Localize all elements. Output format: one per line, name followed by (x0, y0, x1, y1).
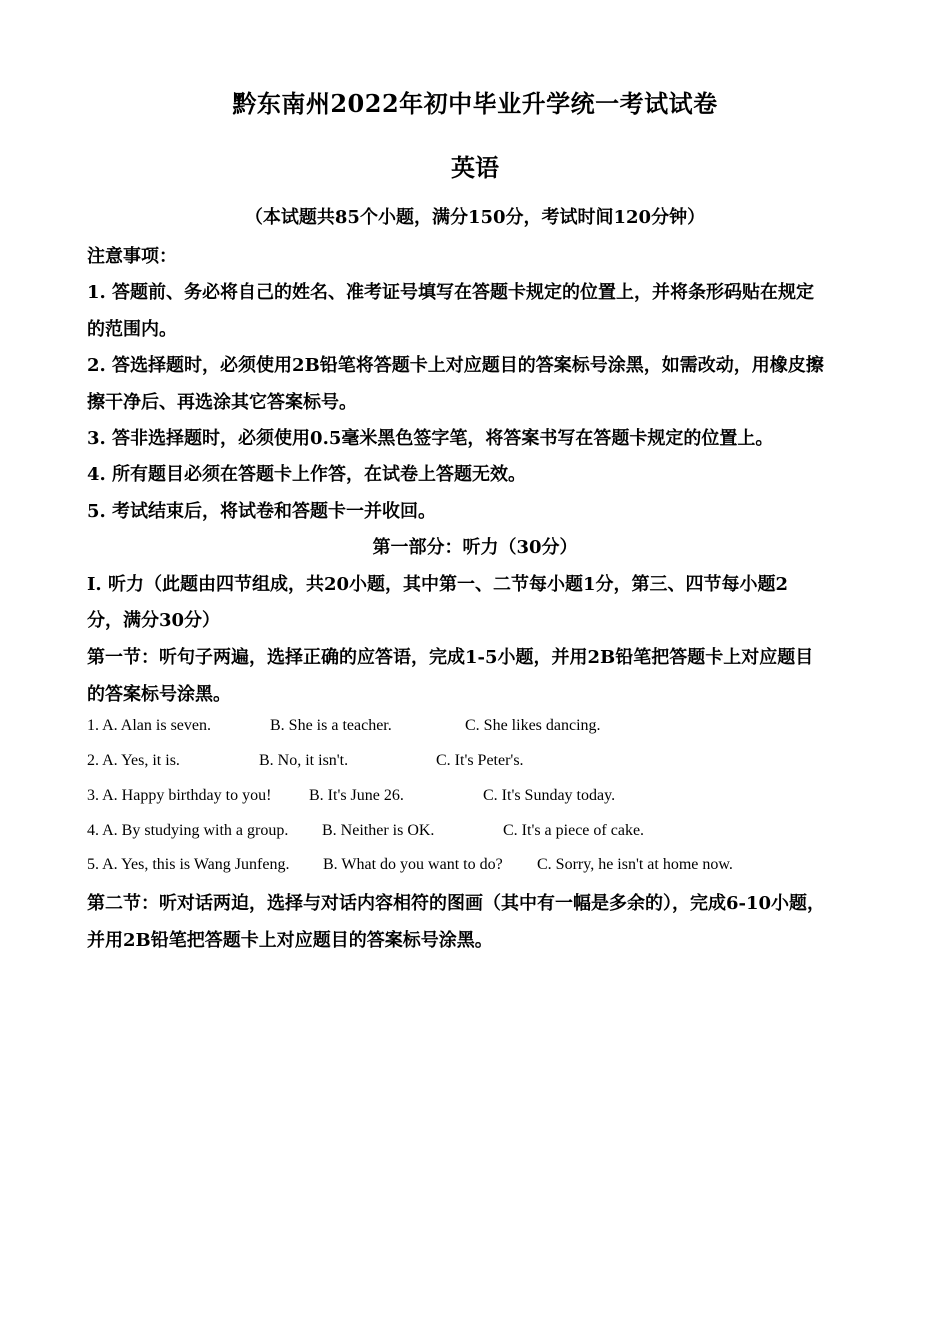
listening-intro: 分，满分30分） (87, 610, 221, 631)
subject-title: 英语 (451, 153, 499, 182)
exam-info: （本试题共85个小题，满分150分，考试时间120分钟） (244, 207, 706, 228)
q2-option-b: B. No, it isn't. (259, 752, 349, 769)
exam-title: 黔东南州2022年初中毕业升学统一考试试卷 (232, 89, 718, 118)
note-line: 1. 答题前、务必将自己的姓名、准考证号填写在答题卡规定的位置上，并将条形码贴在规定 (87, 282, 815, 303)
q5-option-a: 5. A. Yes, this is Wang Junfeng. (87, 856, 290, 873)
section2-instructions: 并用2B铅笔把答题卡上对应题目的答案标号涂黑。 (87, 930, 493, 951)
q3-option-b: B. It's June 26. (309, 787, 404, 804)
q4-option-a: 4. A. By studying with a group. (87, 822, 289, 839)
note-line: 擦干净后、再选涂其它答案标号。 (87, 392, 357, 413)
q1-option-a: 1. A. Alan is seven. (87, 717, 211, 734)
q3-option-a: 3. A. Happy birthday to you! (87, 787, 272, 804)
q2-option-a: 2. A. Yes, it is. (87, 752, 180, 769)
note-line: 5. 考试结束后，将试卷和答题卡一并收回。 (87, 501, 437, 522)
q2-option-c: C. It's Peter's. (436, 752, 524, 769)
note-line: 2. 答选择题时，必须使用2B铅笔将答题卡上对应题目的答案标号涂黑，如需改动，用橡皮擦 (87, 355, 824, 376)
section2-instructions: 第二节：听对话两迫，选择与对话内容相符的图画（其中有一幅是多余的），完成6-10小题， (87, 893, 826, 914)
q3-option-c: C. It's Sunday today. (483, 787, 616, 804)
part1-heading: 第一部分：听力（30分） (372, 537, 578, 558)
note-line: 3. 答非选择题时，必须使用0.5毫米黑色签字笔，将答案书写在答题卡规定的位置上。 (87, 428, 774, 449)
note-line: 的范围内。 (87, 319, 177, 340)
note-line: 4. 所有题目必须在答题卡上作答，在试卷上答题无效。 (87, 464, 527, 485)
q5-option-c: C. Sorry, he isn't at home now. (537, 856, 733, 873)
section1-instructions: 的答案标号涂黑。 (87, 684, 231, 705)
q5-option-b: B. What do you want to do? (323, 856, 503, 873)
q1-option-b: B. She is a teacher. (270, 717, 392, 734)
notes-heading: 注意事项： (87, 246, 177, 267)
listening-intro: Ⅰ. 听力（此题由四节组成，共20小题，其中第一、二节每小题1分，第三、四节每小题2 (87, 574, 789, 595)
section1-instructions: 第一节：听句子两遍，选择正确的应答语，完成1-5小题，并用2B铅笔把答题卡上对应题目 (87, 647, 814, 668)
q1-option-c: C. She likes dancing. (465, 717, 601, 734)
q4-option-c: C. It's a piece of cake. (503, 822, 645, 839)
q4-option-b: B. Neither is OK. (322, 822, 435, 839)
